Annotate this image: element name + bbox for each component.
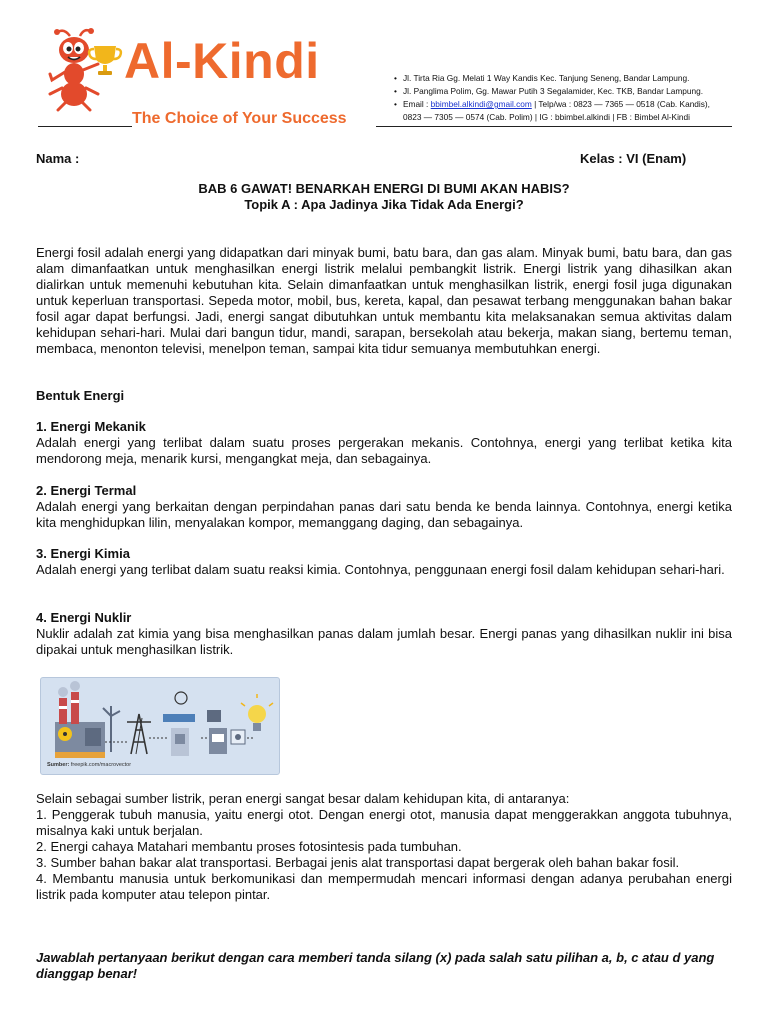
brand-name: Al-Kindi: [124, 33, 320, 89]
trophy-icon: [89, 46, 121, 75]
address-block: [393, 72, 743, 124]
address-line: • Jl. Panglima Polim, Gg. Mawar Putih 3 Segalamider, Kec. TKB, Bandar Lampung.: [403, 85, 743, 98]
energy-form-heading: 2. Energi Termal: [36, 483, 137, 498]
energy-form-heading: 1. Energi Mekanik: [36, 419, 146, 434]
energy-form-text: Adalah energi yang terlibat dalam suatu proses pergerakan mekanis. Contohnya, energi yang terlibat ketika kita mendorong meja, menarik kursi, mengangkat meja, dan sebagainya.: [36, 435, 732, 466]
image-source-caption: [47, 762, 131, 768]
energy-form-item: [36, 610, 732, 658]
tagline: The Choice of Your Success: [132, 110, 347, 127]
topic-title: Topik A : Apa Jadinya Jika Tidak Ada Energi?: [244, 197, 524, 212]
address-line: • Jl. Tirta Ria Gg. Melati 1 Way Kandis Kec. Tanjung Seneng, Bandar Lampung.: [403, 72, 743, 85]
energy-form-item: [36, 546, 732, 578]
roles-item: 2. Energi cahaya Matahari membantu proses fotosintesis pada tumbuhan.: [36, 839, 462, 854]
energy-form-item: [36, 419, 732, 467]
energy-form-text: Nuklir adalah zat kimia yang bisa menghasilkan panas dalam jumlah besar. Energi panas yang dihasilkan nuklir ini bisa dipakai untuk menghasilkan listrik.: [36, 626, 732, 657]
email-link[interactable]: bbimbel.alkindi@gmail.com: [430, 99, 532, 109]
contact-line-2: 0823 — 7305 — 0574 (Cab. Polim) | IG : bbimbel.alkindi | FB : Bimbel Al-Kindi: [403, 112, 690, 122]
ant-mascot-logo: [44, 28, 128, 112]
class-label: Kelas : VI (Enam): [580, 151, 687, 166]
instruction-text: Jawablah pertanyaan berikut dengan cara memberi tanda silang (x) pada salah satu pilihan a, b, c atau d yang dianggap benar!: [36, 950, 715, 981]
image-source-label: Sumber:: [47, 762, 70, 768]
roles-section: [36, 791, 732, 903]
roles-intro: Selain sebagai sumber listrik, peran energi sangat besar dalam kehidupan kita, di antaranya:: [36, 791, 570, 806]
header-rule-left: [38, 126, 132, 127]
energy-form-item: [36, 483, 732, 531]
contact-line: [403, 98, 743, 124]
email-label: Email :: [403, 99, 431, 109]
contact-phone: | Telp/wa : 0823 — 7365 — 0518 (Cab. Kandis),: [531, 99, 710, 109]
energy-form-heading: 3. Energi Kimia: [36, 546, 130, 561]
image-source-text: freepik.com/macrovector: [70, 762, 132, 768]
energy-form-heading: 4. Energi Nuklir: [36, 610, 132, 625]
energy-form-text: Adalah energi yang berkaitan dengan perpindahan panas dari satu benda ke benda lainnya. Contohnya, energi ketika kita menghidupkan lilin, menyalakan kompor, memanggang daging, dan sebagainya.: [36, 499, 732, 530]
roles-item: 3. Sumber bahan bakar alat transportasi. Berbagai jenis alat transportasi dapat bergerak oleh bahan bakar fosil.: [36, 855, 680, 870]
roles-item: 4. Membantu manusia untuk berkomunikasi dan mempermudah mencari informasi dengan adanya perubahan energi listrik pada komputer atau telepon pintar.: [36, 871, 732, 902]
power-grid-illustration: [41, 678, 279, 774]
energy-form-text: Adalah energi yang terlibat dalam suatu reaksi kimia. Contohnya, penggunaan energi fosil dalam kehidupan sehari-hari.: [36, 562, 725, 577]
intro-paragraph: [36, 245, 732, 357]
name-label: Nama :: [36, 151, 80, 166]
chapter-title: BAB 6 GAWAT! BENARKAH ENERGI DI BUMI AKAN HABIS?: [198, 181, 570, 196]
energy-illustration: [40, 677, 280, 775]
roles-item: 1. Penggerak tubuh manusia, yaitu energi otot. Dengan energi otot, manusia dapat menggerakkan anggota tubuhnya, misalnya kaki untuk berjalan.: [36, 807, 732, 838]
intro-text: Energi fosil adalah energi yang didapatkan dari minyak bumi, batu bara, dan gas alam. Minyak bumi, batu bara, dan gas alam dimanfaatkan untuk menghasilkan energi listrik melalui pembangkit listrik. Energi listrik yang dihasilkan akan dialirkan untuk memenuhi kebutuhan kita. Selain dimanfaatkan untuk menghasilkan listrik, energi fosil juga digunakan untuk keperluan transportasi. Sepeda motor, mobil, bus, kereta, kapal, dan pesawat terbang menggunakan bahan bakar fosil agar dapat berfungsi. Jadi, energi sangat dibutuhkan untuk membantu kita melaksanakan semua aktivitas dalam kehidupan sehari-hari. Mulai dari bangun tidur, mandi, sarapan, bersekolah atau bekerja, makan siang, bertemu teman, membaca, menonton televisi, menelpon teman, sampai kita tidur semuanya membutuhkan energi.: [36, 245, 732, 356]
header-rule-right: [376, 126, 732, 127]
forms-heading: Bentuk Energi: [36, 388, 125, 403]
